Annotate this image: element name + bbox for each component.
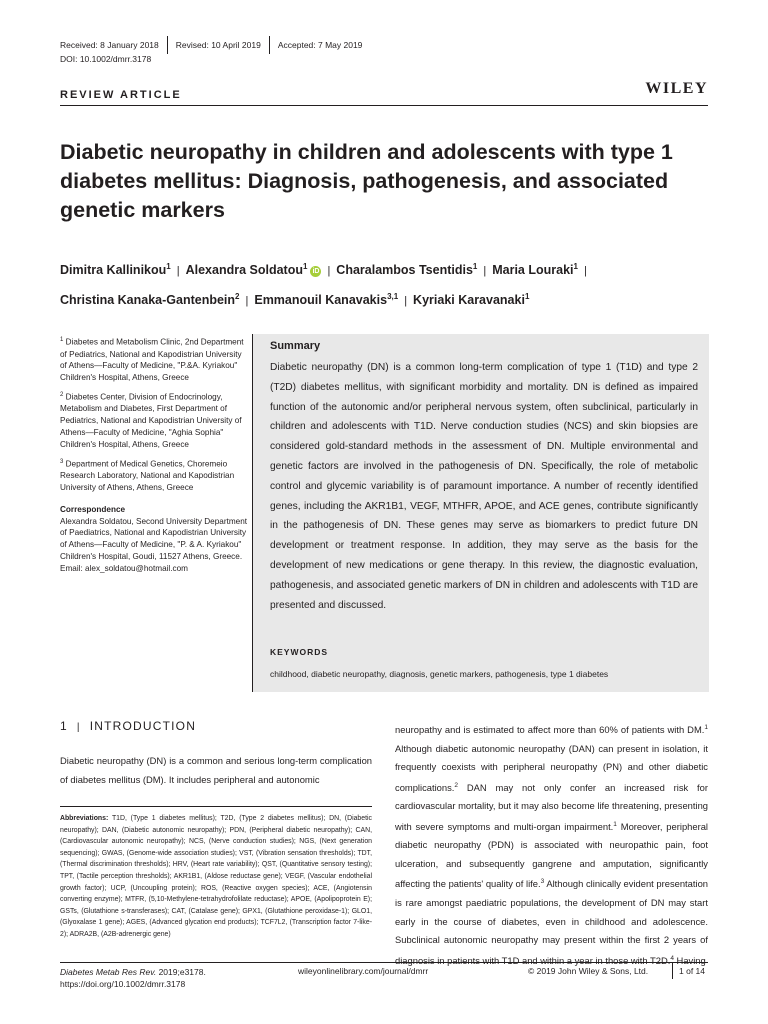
author[interactable]: Alexandra Soldatou$^1$	[185, 262, 308, 278]
footer-site-link[interactable]: wileyonlinelibrary.com/journal/dmrr	[298, 966, 429, 976]
footnote-rule	[60, 806, 372, 807]
divider: |	[176, 265, 180, 278]
citation-ref[interactable]: 3	[540, 878, 545, 886]
footer-copyright: © 2019 John Wiley & Sons, Ltd.	[528, 966, 649, 976]
page-number: 1 of 14	[672, 963, 705, 979]
divider: |	[583, 265, 587, 278]
divider	[167, 36, 168, 54]
summary-text: Diabetic neuropathy (DN) is a common long-term complication of type 1 (T1D) and type 2 (T2D) diabetes mellitus, with significant morbidity and mortality. DN is defined as impaired function of the autonomic and/or peripheral nervous system, often subclinical, particularly in children and adolescents with T1D. Nerve conduction studies (NCS) and skin biopsies are considered gold-standard methods in the assessment of DN. Multiple environmental and genetic factors are involved in the pathogenesis of DN. Specifically, the role of metabolic control and glycemic variability is of paramount importance. A number of recently identified genes, including the AKR1B1, VEGF, MTHFR, APOE, and ACE genes, contribute significantly in the pathogenesis of DN. These genes may serve as biomarkers to predict future DN development or treatment response. In addition, they may serve as the basis for the development of new medications or gene therapy. In this review, the diagnostic evaluation, pathogenesis, and associated genetic markers of DN in children and adolescents with T1D are presented and discussed.	[270, 362, 698, 611]
article-type: REVIEW ARTICLE	[60, 89, 182, 101]
correspondence-heading: Correspondence	[60, 504, 126, 514]
citation-ref[interactable]: 2	[454, 781, 459, 789]
citation-ref[interactable]: 1	[613, 820, 617, 828]
footer-rule	[60, 962, 708, 963]
author[interactable]: Emmanouil Kanavakis$^{3,1}$	[254, 292, 399, 308]
divider: |	[404, 295, 408, 308]
author[interactable]: Kyriaki Karavanaki$^1$	[413, 292, 530, 308]
publication-dates	[60, 36, 362, 54]
footer-citation: Diabetes Metab Res Rev. 2019;e3178. https://doi.org/10.1002/dmrr.3178	[60, 967, 206, 989]
abbreviations: Abbreviations: T1D, (Type 1 diabetes mellitus); T2D, (Type 2 diabetes mellitus); DN, (Diabetic neuropathy); DAN, (Diabetic autonomic neuropathy); PDN, (Peripheral diabetic neuropathy); CAN, (Cardiovascular autonomic neuropathy); NCS, (Nerve conduction studies); NGS, (Next generation sequencing); GWAS, (Genome-wide association studies); VST, (Vibration sensation thresholds); TDT, (Thermal discrimination thresholds); HRV, (Heart rate variability); QST, (Quantitative sensory testing); TPT, (Tactile perception thresholds); AKR1B1, (Aldose reductase gene); VEGF, (Vascular endothelial growth factor); UCP, (Uncoupling protein); ROS, (Reactive oxygen species); ACE, (Angiotensin converting enzyme); MTFR, (5,10-Methylene-tetrahydrofolilate reductase); APOE, (Apolipoprotein E); GSTs, (Glutathione s-transferases); CAT, (Catalase gene); GPX1, (Glutathione peroxidase-1); GLO1, (Glyoxalase 1 gene); AGES, (Advanced glycation end products); TCF7L2, (Transcription factor 7-like-2); ADRA2B, (A2B-adrenergic gene)	[60, 815, 372, 938]
header-rule	[60, 105, 708, 106]
divider: |	[483, 265, 487, 278]
intro-text-left: Diabetic neuropathy (DN) is a common and serious long-term complication of diabetes mellitus (DM). It includes peripheral and autonomic	[60, 755, 372, 785]
article-title: Diabetic neuropathy in children and adolescents with type 1 diabetes mellitus: Diagnosis, pathogenesis, and associated genetic markers	[60, 140, 673, 222]
correspondence-text: Alexandra Soldatou, Second University Department of Paediatrics, National and Kapodistrian University of Athens—Faculty of Medicine, "P. & A. Kyriakou" Children's Hospital, Goudi, 11527 Athens, Greece.	[60, 516, 248, 561]
summary-heading: Summary	[270, 340, 321, 352]
publisher-logo: WILEY	[645, 80, 708, 97]
keywords: childhood, diabetic neuropathy, diagnosis, genetic markers, pathogenesis, type 1 diabetes	[270, 669, 609, 679]
divider: |	[327, 265, 331, 278]
affiliation: $^3$ Department of Medical Genetics, Choremeio Research Laboratory, National and Kapodistrian University of Athens, Athens, Greece	[60, 458, 235, 492]
affiliations	[60, 335, 250, 575]
keywords-heading: KEYWORDS	[270, 647, 329, 657]
citation-ref[interactable]: 1	[704, 724, 708, 731]
footer-doi-link[interactable]: https://doi.org/10.1002/dmrr.3178	[60, 979, 186, 989]
divider: |	[245, 295, 249, 308]
divider	[269, 36, 270, 54]
intro-text-right: neuropathy and is estimated to affect more than 60% of patients with DM.$^1$ Although diabetic autonomic neuropathy (DAN) can present in isolation, it frequently coexists with peripheral neuropathy (PN) and other diabetic complications.$^2$ DAN may not only confer an increased risk for cardiovascular mortality, but it may also become life threatening, presenting with severe symptoms and multi-organ impairment.$^1$ Moreover, peripheral diabetic neuropathy (PDN) is associated with neuropathic pain, foot ulceration, and subsequently gangrene and amputation, significantly affecting the patients' quality of life.$^3$ Although clinically evident presentation is rare amongst paediatric populations, the development of DN may start early in the course of diabetes, even in childhood and adolescence. Subclinical autonomic neuropathy may present within the first 2 years of diagnosis in patients with T1D and within a year in those with T2D.$^4$ Having	[395, 724, 708, 966]
section-heading: 1 | INTRODUCTION	[60, 719, 197, 733]
revised-date: Revised: 10 April 2019	[175, 40, 261, 50]
author[interactable]: Maria Louraki$^1$	[492, 262, 578, 278]
accepted-date: Accepted: 7 May 2019	[277, 40, 363, 50]
author[interactable]: Dimitra Kallinikou$^1$	[60, 262, 171, 278]
correspondence-email[interactable]: Email: alex_soldatou@hotmail.com	[60, 563, 188, 573]
received-date: Received: 8 January 2018	[60, 40, 159, 50]
doi[interactable]: DOI: 10.1002/dmrr.3178	[60, 54, 152, 64]
affiliation: $^1$ Diabetes and Metabolism Clinic, 2nd Department of Pediatrics, National and Kapodistrian University of Athens—Faculty of Medicine, "P.&A. Kyriakou" Children's Hospital, Athens, Greece	[60, 337, 244, 383]
author-list	[60, 254, 720, 314]
author[interactable]: Charalambos Tsentidis$^1$	[336, 262, 478, 278]
citation-ref[interactable]: 4	[670, 954, 674, 962]
orcid-icon[interactable]: iD	[312, 268, 320, 276]
author[interactable]: Christina Kanaka-Gantenbein$^2$	[60, 292, 240, 308]
affiliation: $^2$ Diabetes Center, Division of Endocrinology, Metabolism and Diabetes, First Department of Pediatrics, National and Kapodistrian University of Athens—Faculty of Medicine, "Aghia Sophia" Children's Hospital, Athens, Greece	[60, 391, 242, 449]
